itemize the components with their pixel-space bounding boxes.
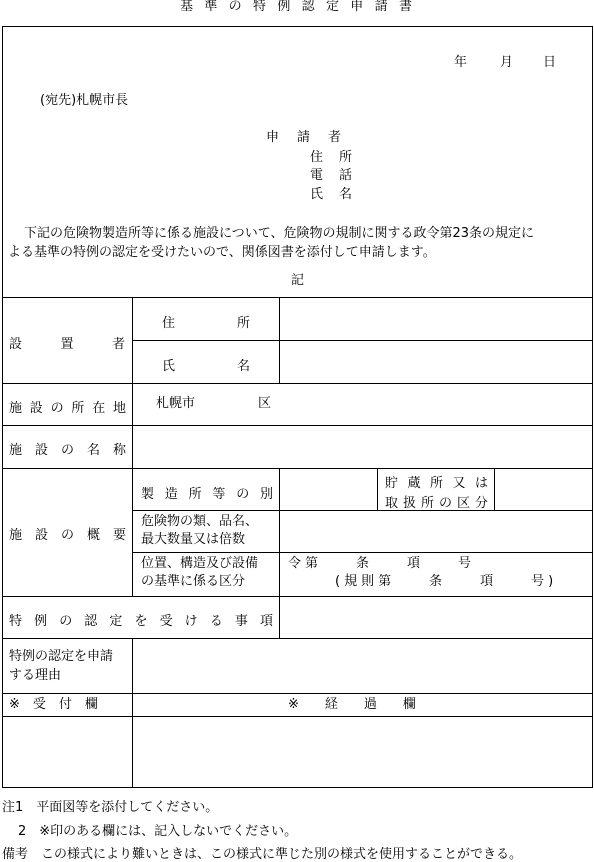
storage-label-line1: 貯 蔵 所 又 は xyxy=(385,476,488,491)
facility-overview-label: 施 設 の 概 要 xyxy=(9,528,126,543)
note-1: 注1 平面図等を添付してください。 xyxy=(2,800,219,815)
reception-column-label: ※ 受 付 欄 xyxy=(9,697,98,712)
addressee: (宛先)札幌市長 xyxy=(40,93,129,108)
note-2: 2 ※印のある欄には、記入しないでください。 xyxy=(18,824,298,839)
ki-label: 記 xyxy=(291,273,305,288)
progress-column-label: ※ 経 過 欄 xyxy=(288,697,416,712)
storage-label-line2: 取 扱 所 の 区 分 xyxy=(385,496,488,511)
rule-reference: (規則第 条 項 号) xyxy=(335,574,558,589)
location-city: 札幌市 xyxy=(156,396,196,411)
date-month: 月 xyxy=(500,55,514,70)
order-reference: 令第 条 項 号 xyxy=(288,556,476,571)
applicant-heading: 申請者 xyxy=(266,130,360,145)
installer-address-label: 住 所 xyxy=(162,316,250,331)
body-text-line2: よる基準の特例の認定を受けたいので、関係図書を添付して申請します。 xyxy=(8,245,436,260)
document-title: 基 準 の 特 例 認 定 申 請 書 xyxy=(180,0,412,14)
position-label-line2: の基準に係る区分 xyxy=(141,574,246,589)
date-year: 年 xyxy=(454,55,468,70)
body-text-line1: 下記の危険物製造所等に係る施設について、危険物の規制に関する政令第23条の規定に xyxy=(24,226,535,241)
applicant-phone-label: 電話 xyxy=(310,168,369,183)
reason-label-line2: する理由 xyxy=(9,668,62,683)
exception-label: 特 例 の 認 定 を 受 け る 事 項 xyxy=(9,614,273,629)
applicant-address-label: 住所 xyxy=(310,150,369,165)
location-label: 施 設 の 所 在 地 xyxy=(9,401,126,416)
installer-name-label: 氏 名 xyxy=(162,359,250,374)
hazard-label-line2: 最大数量又は倍数 xyxy=(141,532,246,547)
hazard-label-line1: 危険物の類、品名、 xyxy=(141,514,259,529)
reason-label-line1: 特例の認定を申請 xyxy=(9,649,114,664)
position-label-line1: 位置、構造及び設備 xyxy=(141,556,259,571)
installer-label: 設 置 者 xyxy=(9,337,125,352)
applicant-name-label: 氏名 xyxy=(310,187,369,202)
facility-type-label: 製 造 所 等 の 別 xyxy=(141,487,273,502)
remark: 備考 この様式により難いときは、この様式に準じた別の様式を使用することができる。 xyxy=(2,847,523,862)
date-day: 日 xyxy=(543,55,557,70)
location-ward: 区 xyxy=(258,396,272,411)
facility-name-label: 施 設 の 名 称 xyxy=(9,443,126,458)
